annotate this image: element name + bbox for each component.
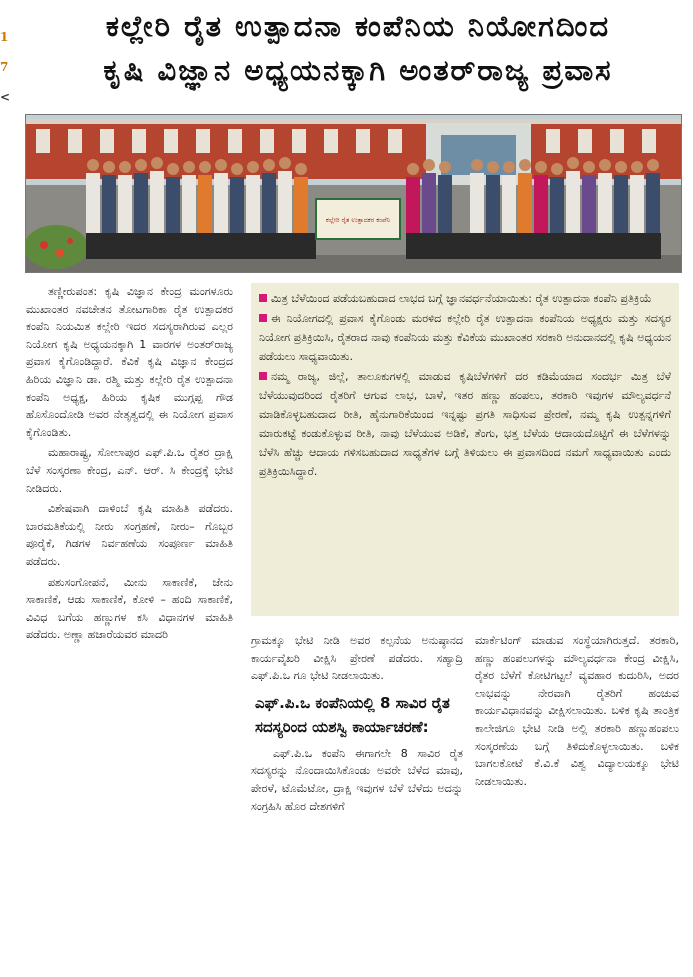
box-paragraph	[259, 309, 671, 366]
article-column-3	[475, 632, 679, 974]
box-text: ನಮ್ಮ ರಾಜ್ಯ, ಜಿಲ್ಲೆ, ತಾಲೂಕುಗಳಲ್ಲಿ ಮಾಡುವ ಕೃಷಿಬೆಳೆಗಳಿಗೆ ದರ ಕಡಿಮೆಯಾದ ಸಂದರ್ಭ ಮಿತ್ರ ಬೆಳೆ ಬೆಳೆಯುವುದರಿಂದ ರೈತರಿಗೆ ಆಗುವ ಲಾಭ, ಬಾಳೆ, ಇತರ ಹಣ್ಣು ಹಂಪಲು, ತರಕಾರಿ ಇವುಗಳ ಮೌಲ್ಯವರ್ಧನೆ ಮಾಡಿಕೊಳ್ಳಬಹುದಾದ ರೀತಿ, ಹೈನುಗಾರಿಕೆಯಿಂದ ಇನ್ನಷ್ಟು ಪ್ರಗತಿ ಸಾಧಿಸುವ ಪ್ರೇರಣೆ, ನಮ್ಮ ಕೃಷಿ ಉತ್ಪನ್ನಗಳಿಗೆ ಮಾರುಕಟ್ಟೆ ಕಂಡುಕೊಳ್ಳುವ ರೀತಿ, ನಾವು ಬೆಳೆಯುವ ಅಡಿಕೆ, ತೆಂಗು, ಭತ್ತ ಬೆಳೆಯ ಆದಾಯದೊಟ್ಟಿಗೆ ಈ ಬೆಳೆಗಳನ್ನು ಬೆಳೆಸಿ ಹೆಚ್ಚು ಆದಾಯ ಗಳಿಸಬಹುದಾದ ಸಾಧ್ಯತೆಗಳ ಬಗ್ಗೆ ತಿಳಿಯಲು ಈ ಪ್ರವಾಸದಿಂದ ನಮಗೆ ಸಾಧ್ಯವಾಯಿತು ಎಂದು ಪ್ರತಿಕ್ರಿಯಿಸಿದ್ದಾರೆ.	[259, 370, 671, 478]
edge-char: 7	[0, 60, 9, 74]
box-text: ಈ ನಿಯೋಗದಲ್ಲಿ ಪ್ರವಾಸ ಕೈಗೊಂಡು ಮರಳಿದ ಕಲ್ಲೇರಿ ರೈತ ಉತ್ಪಾದನಾ ಕಂಪೆನಿಯ ಅಧ್ಯಕ್ಷರು ಮತ್ತು ಸದಸ್ಯರ ನಿಯೋಗ ಪ್ರತಿಕ್ರಿಯಿಸಿ, ರೈತರಾದ ನಾವು ಕಂಪೆನಿಯ ಮತ್ತು ಕೆವಿಕೆಯ ಮುಖಾಂತರ ಸರಕಾರಿ ಅನುದಾನದಲ್ಲಿ ಕೃಷಿ ಅಧ್ಯಯನ ಪಡೆಯಲು ಸಾಧ್ಯವಾಯಿತು.	[259, 312, 671, 363]
box-text: ಮಿತ್ರ ಬೆಳೆಯಿಂದ ಪಡೆಯಬಹುದಾದ ಲಾಭದ ಬಗ್ಗೆ ಜ್ಞಾನವರ್ಧನೆಯಾಯಿತು: ರೈತ ಉತ್ಪಾದನಾ ಕಂಪೆನಿ ಪ್ರತಿಕ್ರಿಯೆ	[271, 292, 652, 305]
paragraph: ವಿಶೇಷವಾಗಿ ದಾಳಿಂಬೆ ಕೃಷಿ ಮಾಹಿತಿ ಪಡೆದರು. ಬಾರಮತಿಕೆಯಲ್ಲಿ ನೀರು ಸಂಗ್ರಹಣೆ, ನೀರು– ಗೊಬ್ಬರ ಪೂರೈಕೆ, ಗಿಡಗಳ ನಿರ್ವಹಣೆಯ ಸಂಪೂರ್ಣ ಮಾಹಿತಿ ಪಡೆದರು.	[26, 502, 233, 568]
reaction-box	[251, 283, 679, 616]
paragraph: ಗ್ರಾಮಕ್ಕೂ ಭೇಟಿ ನೀಡಿ ಅವರ ಕಲ್ಪನೆಯ ಅನುಷ್ಠಾನದ ಕಾರ್ಯವೈಖರಿ ವೀಕ್ಷಿಸಿ ಪ್ರೇರಣೆ ಪಡೆದರು. ಸಹ್ಯಾದ್ರಿ ಎಫ್.ಪಿ.ಒ ಗೂ ಭೇಟಿ ನೀಡಲಾಯಿತು.	[251, 634, 463, 683]
article-column-1	[26, 283, 233, 975]
paragraph: ಎಫ್.ಪಿ.ಒ ಕಂಪೆನಿ ಈಗಾಗಲೇ 8 ಸಾವಿರ ರೈತ ಸದಸ್ಯರನ್ನು ನೊಂದಾಯಿಸಿಕೊಂಡು ಅವರೇ ಬೆಳೆದ ಮಾವು, ಪೇರಳೆ, ಟೊಮೆಟೋ, ದ್ರಾಕ್ಷಿ ಇವುಗಳ ಬೆಳೆ ಬೆಳೆದು ಅದನ್ನು ಸಂಗ್ರಹಿಸಿ ಹೊರ ದೇಶಗಳಿಗೆ	[251, 746, 463, 813]
headline-line-2: ಕೃಷಿ ವಿಜ್ಞಾನ ಅಧ್ಯಯನಕ್ಕಾಗಿ ಅಂತರ್‌ರಾಜ್ಯ ಪ್ರವಾಸ	[103, 53, 613, 87]
edge-char: 1	[0, 30, 9, 44]
paragraph: ಮಹಾರಾಷ್ಟ್ರ, ಸೋಲಾಪುರ ಎಫ್.ಪಿ.ಒ ರೈತರ ದ್ರಾಕ್ಷಿ ಬೆಳೆ ಸಂಸ್ಕರಣಾ ಕೇಂದ್ರ, ಎನ್. ಆರ್. ಸಿ ಕೇಂದ್ರಕ್ಕೆ ಭೇಟಿ ನೀಡಿದರು.	[26, 446, 233, 495]
group-photo	[25, 114, 682, 273]
paragraph: ತಣ್ಣೀರುಪಂತ: ಕೃಷಿ ವಿಜ್ಞಾನ ಕೇಂದ್ರ ಮಂಗಳೂರು ಮುಖಾಂತರ ನವಚೇತನ ತೋಟಗಾರಿಕಾ ರೈತ ಉತ್ಪಾದಕರ ಕಂಪೆನಿ ನಿಯಮಿತ ಕಲ್ಲೇರಿ ಇದರ ಸದಸ್ಯರಾಗಿರುವ ಎಲ್ಲರ ನಿಯೋಗ ಕೃಷಿ ಅಧ್ಯಯನಕ್ಕಾಗಿ 1 ವಾರಗಳ ಅಂತರ್‌ರಾಜ್ಯ ಪ್ರವಾಸ ಕೈಗೊಂಡಿದ್ದಾರೆ. ಕೆವಿಕೆ ಕೃಷಿ ವಿಜ್ಞಾನ ಕೇಂದ್ರದ ಹಿರಿಯ ವಿಜ್ಞಾನಿ ಡಾ. ರಶ್ಮಿ ಮತ್ತು ಕಲ್ಲೇರಿ ರೈತ ಉತ್ಪಾದನಾ ಕಂಪೆನಿ ಅಧ್ಯಕ್ಷ, ಹಿರಿಯ ಕೃಷಿಕ ಮುಗ್ಗಪ್ಪ ಗೌಡ ಹೊಸೊಂದೋಡಿ ಅವರ ನೇತೃತ್ವದಲ್ಲಿ ಈ ನಿಯೋಗ ಪ್ರವಾಸ ಕೈಗೊಂಡಿತು.	[26, 285, 233, 439]
headline-line-1: ಕಲ್ಲೇರಿ ರೈತ ಉತ್ಪಾದನಾ ಕಂಪೆನಿಯ ನಿಯೋಗದಿಂದ	[105, 9, 611, 43]
box-paragraph	[259, 289, 671, 308]
edge-char: <	[0, 90, 11, 104]
box-paragraph	[259, 367, 671, 481]
paragraph: ಮಾರ್ಕೆಟಿಂಗ್ ಮಾಡುವ ಸಂಸ್ಥೆಯಾಗಿರುತ್ತದೆ. ತರಕಾರಿ, ಹಣ್ಣು ಹಂಪಲುಗಳನ್ನು ಮೌಲ್ಯವರ್ಧನಾ ಕೇಂದ್ರ ವೀಕ್ಷಿಸಿ, ರೈತರ ಬೆಳೆಗೆ ಕೋಟಿಗಟ್ಟಲೆ ವ್ಯವಹಾರ ಕುದುರಿಸಿ, ಅದರ ಲಾಭವನ್ನು ನೇರವಾಗಿ ರೈತರಿಗೆ ಹಂಚುವ ಕಾರ್ಯವಿಧಾನವನ್ನು ವೀಕ್ಷಿಸಲಾಯಿತು. ಬಳಿಕ ಕೃಷಿ ತಾಂತ್ರಿಕ ಕಾಲೇಜಿಗೂ ಭೇಟಿ ನೀಡಿ ಅಲ್ಲಿ ತರಕಾರಿ ಹಣ್ಣುಹಂಪಲು ಸಂಸ್ಕರಣೆಯ ಬಗ್ಗೆ ತಿಳಿದುಕೊಳ್ಳಲಾಯಿತು. ಬಳಿಕ ಬಾಗಲಕೋಟೆ ಕೆ.ವಿ.ಕೆ ವಿಶ್ವ ವಿದ್ಯಾಲಯಕ್ಕೂ ಭೇಟಿ ನೀಡಲಾಯಿತು.	[475, 634, 679, 788]
headline	[30, 4, 686, 92]
sub-heading: ಎಫ್.ಪಿ.ಒ ಕಂಪೆನಿಯಲ್ಲಿ 8 ಸಾವಿರ ರೈತ ಸದಸ್ಯರಿಂದ ಯಶಸ್ವಿ ಕಾರ್ಯಾಚರಣೆ:	[255, 693, 450, 736]
photo-banner-text: ಕಲ್ಲೇರಿ ರೈತ ಉತ್ಪಾದಕರ ಕಂಪೆನಿ	[325, 216, 391, 224]
paragraph: ಪಶುಸಂಗೋಪನೆ, ಮೀನು ಸಾಕಾಣಿಕೆ, ಜೇನು ಸಾಕಾಣಿಕೆ, ಆಡು ಸಾಕಾಣಿಕೆ, ಕೋಳಿ – ಹಂದಿ ಸಾಕಾಣಿಕೆ, ವಿವಿಧ ಬಗೆಯ ಹಣ್ಣುಗಳ ಕಸಿ ವಿಧಾನಗಳ ಮಾಹಿತಿ ಪಡೆದರು. ಅಣ್ಣಾ ಹಜಾರೆಯವರ ಮಾದರಿ	[26, 575, 233, 642]
group-photo-illustration	[26, 115, 681, 272]
article-column-2	[251, 632, 463, 974]
left-edge-fragment	[0, 0, 11, 977]
bullet-square-icon	[259, 372, 267, 380]
bullet-square-icon	[259, 314, 267, 322]
bullet-square-icon	[259, 294, 267, 302]
